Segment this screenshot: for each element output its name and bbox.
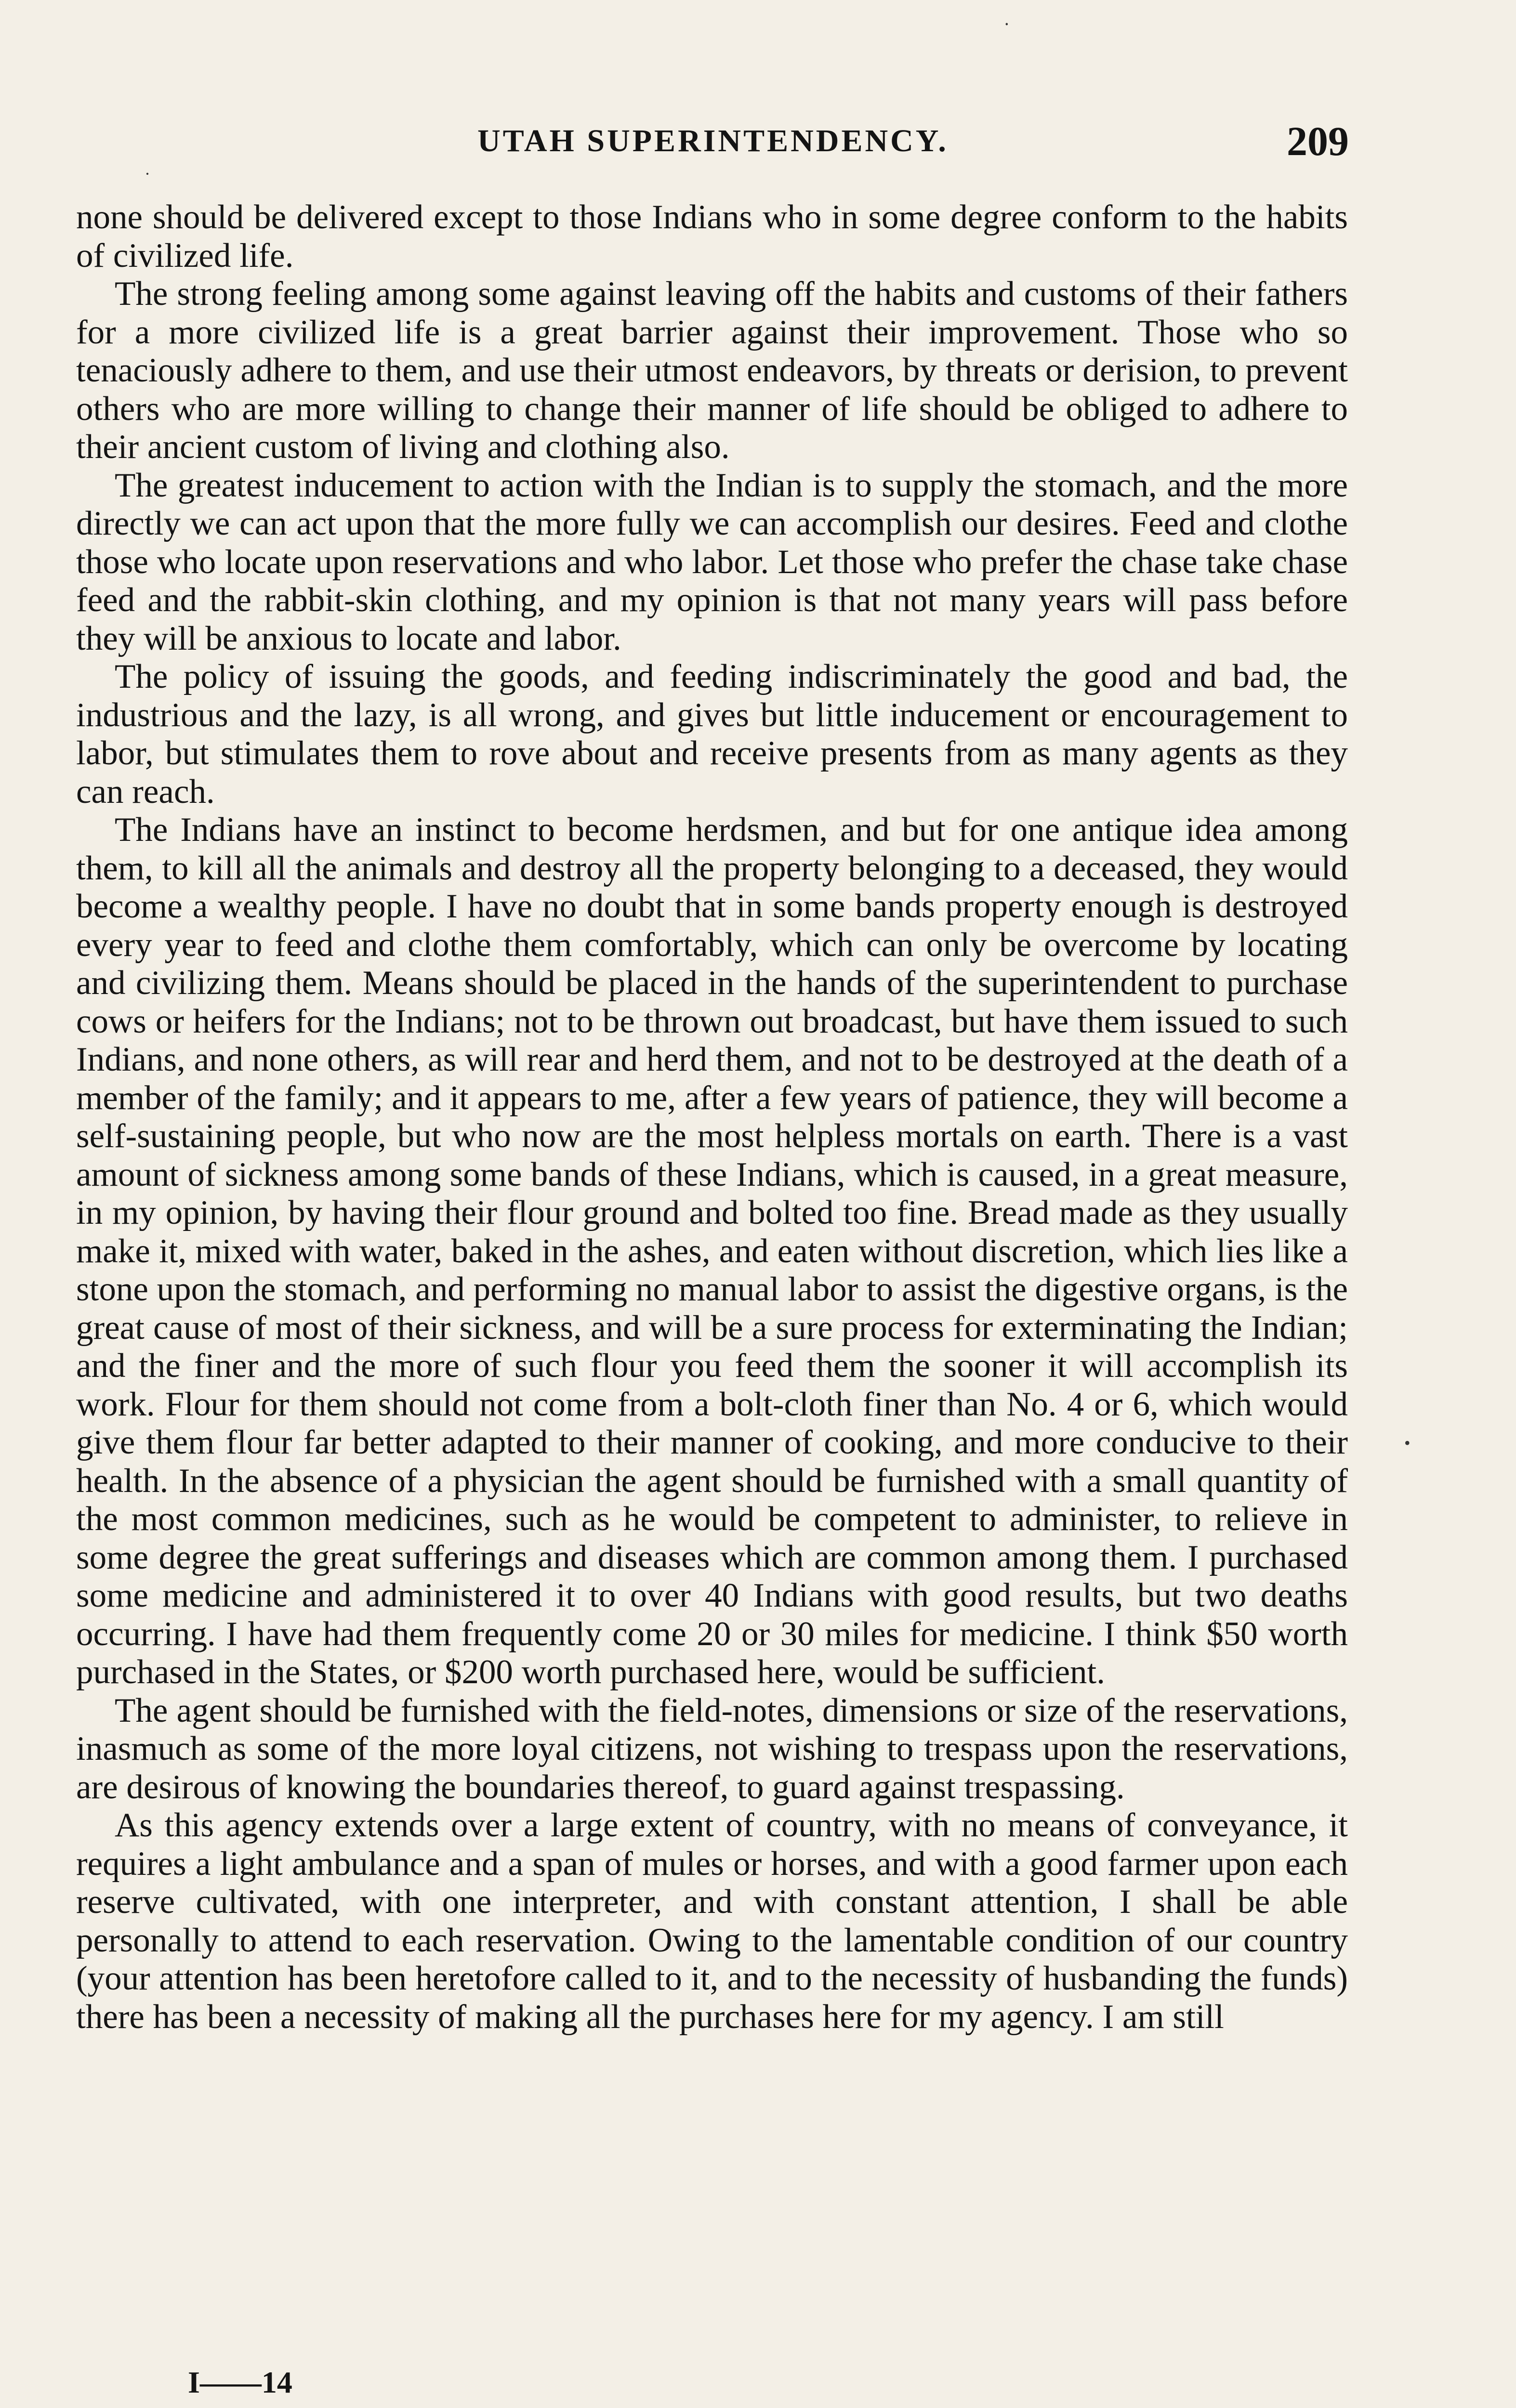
- paragraph-policy: The policy of issuing the goods, and feeding indiscriminately the good and bad, the industrious and the lazy, is all wrong, and gives but little inducement or encouragement to labor, but stimulates them to rove about and receive presents from as many agents as they can reach.: [76, 658, 1348, 811]
- paragraph-inducement: The greatest inducement to action with the Indian is to supply the stomach, and the more directly we can act upon that the more fully we can accomplish our desires. Feed and clothe those who locate upon reservations and who labor. Let those who prefer the chase take chase feed and the rabbit-skin clothing, and my opinion is that not many years will pass before they will be anxious to locate and labor.: [76, 466, 1348, 657]
- paragraph-agency-extent: As this agency extends over a large extent of country, with no means of conveyance, it requires a light ambulance and a span of mules or horses, and with a good farmer upon each reserve cultivated, with one interpreter, and with constant attention, I shall be able personally to attend to each reservation. Owing to the lamentable condition of our country (your attention has been heretofore called to it, and to the necessity of husbanding the funds) there has been a necessity of making all the purchases here for my agency. I am still: [76, 1806, 1348, 2036]
- paragraph-continuation: none should be delivered except to those Indians who in some degree conform to the habits of civilized life.: [76, 198, 1348, 275]
- page-number: 209: [1287, 118, 1349, 164]
- body-text: [76, 198, 1348, 2036]
- page-header: [77, 104, 1349, 164]
- scan-mark: ⸱: [1004, 15, 1009, 34]
- printer-signature: I——14: [188, 2365, 292, 2399]
- scan-mark: •: [1404, 1433, 1411, 1453]
- running-head: UTAH SUPERINTENDENCY.: [477, 123, 949, 158]
- paragraph-herdsmen: The Indians have an instinct to become herdsmen, and but for one antique idea among them, to kill all the animals and destroy all the property belonging to a deceased, they would become a wealthy people. I have no doubt that in some bands property enough is destroyed every year to feed and clothe them comfortably, which can only be overcome by locating and civilizing them. Means should be placed in the hands of the superintendent to purchase cows or heifers for the Indians; not to be thrown out broadcast, but have them issued to such Indians, and none others, as will rear and herd them, and not to be destroyed at the death of a member of the family; and it appears to me, after a few years of patience, they will become a self-sustaining people, but who now are the most helpless mortals on earth. There is a vast amount of sickness among some bands of these Indians, which is caused, in a great measure, in my opinion, by having their flour ground and bolted too fine. Bread made as they usually make it, mixed with water, baked in the ashes, and eaten without discretion, which lies like a stone upon the stomach, and performing no manual labor to assist the digestive organs, is the great cause of most of their sickness, and will be a sure process for exterminating the Indian; and the finer and the more of such flour you feed them the sooner it will accomplish its work. Flour for them should not come from a bolt-cloth finer than No. 4 or 6, which would give them flour far better adapted to their manner of cooking, and more conducive to their health. In the absence of a physician the agent should be furnished with a small quantity of the most common medicines, such as he would be competent to administer, to relieve in some degree the great sufferings and diseases which are common among them. I purchased some medicine and administered it to over 40 Indians with good results, but two deaths occurring. I have had them frequently come 20 or 30 miles for medicine. I think $50 worth purchased in the States, or $200 worth purchased here, would be sufficient.: [76, 811, 1348, 1691]
- paragraph-field-notes: The agent should be furnished with the field-notes, dimensions or size of the reservations, inasmuch as some of the more loyal citizens, not wishing to trespass upon the reservations, are desirous of knowing the boundaries thereof, to guard against trespassing.: [76, 1691, 1348, 1806]
- scan-mark: ·: [145, 164, 150, 183]
- paragraph-customs: The strong feeling among some against leaving off the habits and customs of their fathers for a more civilized life is a great barrier against their improvement. Those who so tenaciously adhere to them, and use their utmost endeavors, by threats or derision, to prevent others who are more willing to change their manner of life should be obliged to adhere to their ancient custom of living and clothing also.: [76, 275, 1348, 466]
